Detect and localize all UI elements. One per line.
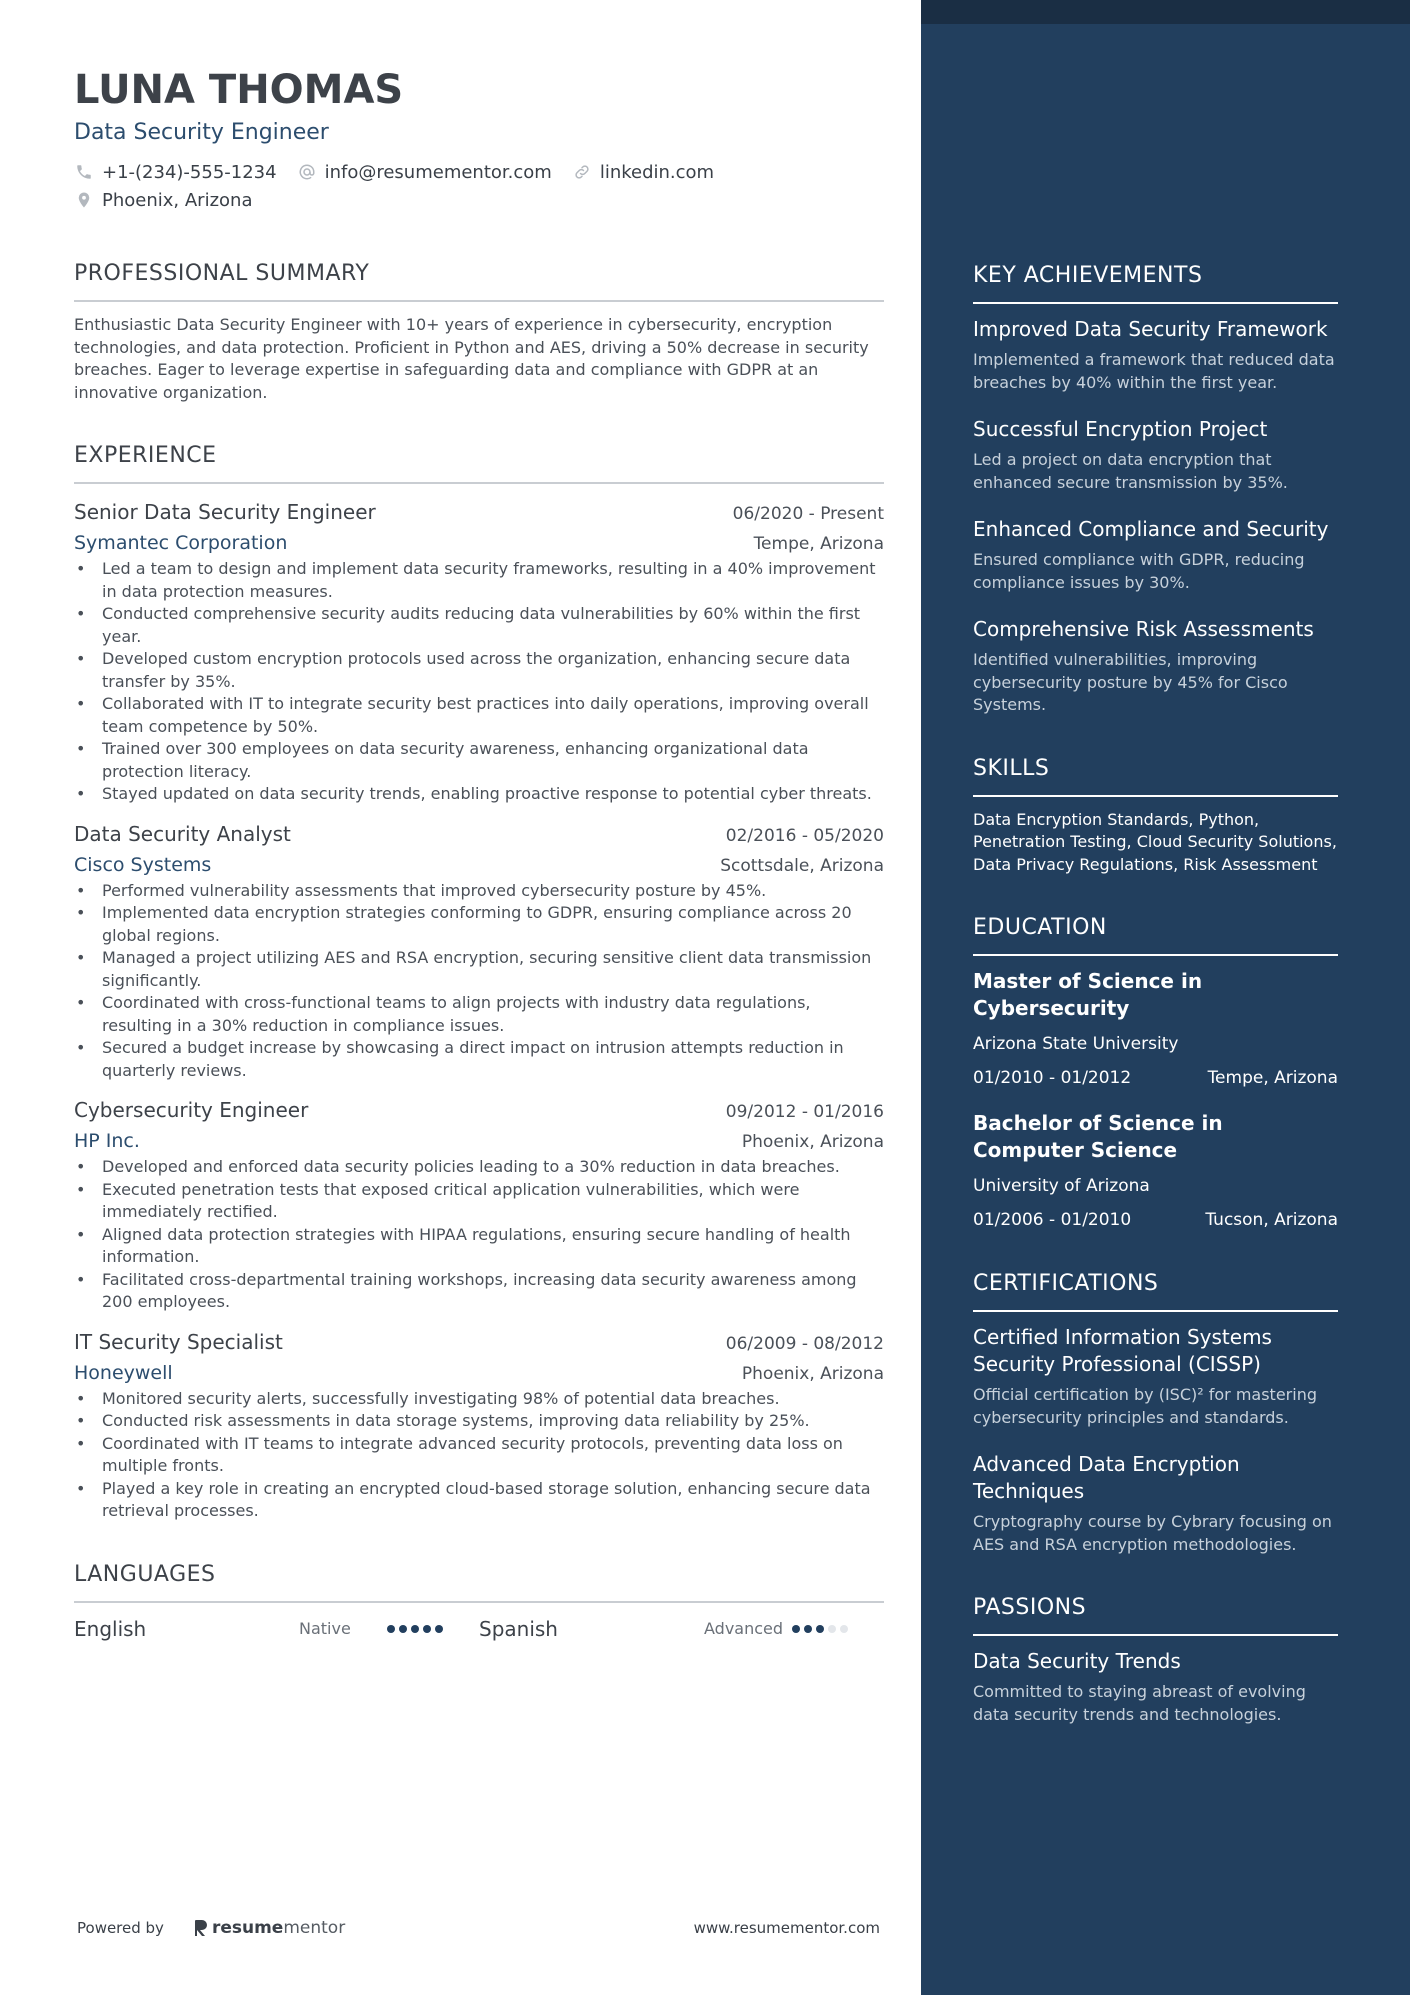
- linkedin-link[interactable]: linkedin.com: [599, 161, 715, 183]
- experience-title: EXPERIENCE: [74, 442, 884, 484]
- rating-dot-filled: [792, 1625, 800, 1633]
- language-item: [479, 1617, 884, 1641]
- job-entry: [74, 498, 884, 806]
- language-rating: [387, 1625, 443, 1633]
- brand-light: mentor: [283, 1918, 346, 1938]
- location-pin-icon: [74, 190, 94, 210]
- certification-list: [973, 1324, 1338, 1556]
- achievements-title: KEY ACHIEVEMENTS: [973, 262, 1338, 304]
- contact-block: [74, 158, 884, 214]
- rating-dot-filled: [399, 1625, 407, 1633]
- phone-icon: [74, 162, 94, 182]
- language-name: Spanish: [479, 1616, 558, 1641]
- bullet-item: • Secured a budget increase by showcasing a direct impact on intrusion attempts reduction in quarterly reviews.: [74, 1037, 884, 1082]
- education-item: [973, 968, 1338, 1090]
- job-entry: [74, 820, 884, 1083]
- job-header: [74, 498, 884, 526]
- skills-text: Data Encryption Standards, Python, Penetration Testing, Cloud Security Solutions, Data Privacy Regulations, Risk Assessment: [973, 809, 1337, 874]
- contact-email[interactable]: [297, 162, 552, 183]
- brand-logo[interactable]: [194, 1918, 345, 1938]
- education-location: Tempe, Arizona: [1207, 1068, 1338, 1088]
- skills-section: [973, 755, 1338, 877]
- bullet-list: [74, 880, 884, 1083]
- rating-dot-filled: [435, 1625, 443, 1633]
- job-dates: 09/2012 - 01/2016: [725, 1102, 884, 1122]
- education-meta: [973, 1066, 1338, 1090]
- candidate-name: LUNA THOMAS: [74, 67, 404, 113]
- job-location: Phoenix, Arizona: [741, 1132, 884, 1152]
- job-dates: 06/2020 - Present: [732, 504, 884, 524]
- sidebar-item: [973, 1648, 1338, 1726]
- website-link[interactable]: www.resumementor.com: [693, 1919, 880, 1937]
- languages-title: LANGUAGES: [74, 1561, 884, 1603]
- brand-bold: resume: [211, 1918, 284, 1938]
- email-link[interactable]: info@resumementor.com: [324, 161, 552, 183]
- sidebar-item: [973, 1324, 1338, 1429]
- item-description: Official certification by (ISC)² for mastering cybersecurity principles and standards.: [973, 1385, 1317, 1427]
- company-name: Symantec Corporation: [74, 532, 288, 554]
- brand-mark-icon: [194, 1919, 208, 1937]
- bullet-item: • Led a team to design and implement data security frameworks, resulting in a 40% improvement in data protection measures.: [74, 558, 884, 603]
- job-location: Scottsdale, Arizona: [720, 855, 884, 876]
- company-name: Cisco Systems: [74, 853, 212, 876]
- item-description: Committed to staying abreast of evolving data security trends and technologies.: [973, 1682, 1306, 1724]
- item-description: Implemented a framework that reduced data breaches by 40% within the first year.: [973, 350, 1335, 392]
- languages-section: [74, 1561, 884, 1643]
- contact-linkedin[interactable]: [572, 162, 714, 183]
- location-text: Phoenix, Arizona: [102, 189, 253, 211]
- item-title: Improved Data Security Framework: [973, 317, 1328, 341]
- language-name: English: [74, 1616, 147, 1641]
- job-entry: [74, 1328, 884, 1523]
- language-item: [74, 1617, 479, 1641]
- item-title: Certified Information Systems Security Professional (CISSP): [973, 1325, 1272, 1376]
- powered-by-label: Powered by: [77, 1919, 164, 1937]
- job-subheader: [74, 1128, 884, 1154]
- bullet-item: • Aligned data protection strategies with HIPAA regulations, ensuring secure handling of health information.: [74, 1224, 884, 1269]
- education-school: Arizona State University: [973, 1034, 1179, 1054]
- education-degree: Master of Science in Cybersecurity: [973, 969, 1203, 1020]
- bullet-item: • Conducted risk assessments in data storage systems, improving data reliability by 25%.: [74, 1410, 884, 1433]
- job-location: Phoenix, Arizona: [741, 1363, 884, 1384]
- education-section: [973, 914, 1338, 1232]
- contact-phone: [74, 162, 277, 183]
- achievements-section: [973, 262, 1338, 717]
- rating-dot-filled: [804, 1625, 812, 1633]
- company-name: Honeywell: [74, 1361, 173, 1384]
- bullet-item: • Stayed updated on data security trends, enabling proactive response to potential cyber threats.: [74, 783, 884, 806]
- rating-dot-filled: [411, 1625, 419, 1633]
- job-location: Tempe, Arizona: [753, 534, 884, 554]
- bullet-item: • Monitored security alerts, successfully investigating 98% of potential data breaches.: [74, 1388, 884, 1411]
- item-title: Comprehensive Risk Assessments: [973, 617, 1314, 641]
- item-description: Ensured compliance with GDPR, reducing compliance issues by 30%.: [973, 550, 1305, 592]
- education-location: Tucson, Arizona: [1205, 1210, 1338, 1230]
- item-title: Enhanced Compliance and Security: [973, 517, 1329, 541]
- job-header: [74, 1328, 884, 1356]
- bullet-list: [74, 1388, 884, 1523]
- bullet-item: • Executed penetration tests that exposed critical application vulnerabilities, which were immediately rectified.: [74, 1179, 884, 1224]
- job-subheader: [74, 852, 884, 878]
- language-level: Advanced: [704, 1619, 784, 1638]
- bullet-item: • Coordinated with IT teams to integrate advanced security protocols, preventing data loss on multiple fronts.: [74, 1433, 884, 1478]
- bullet-item: • Implemented data encryption strategies conforming to GDPR, ensuring compliance across 20 global regions.: [74, 902, 884, 947]
- job-title: Data Security Analyst: [74, 821, 291, 846]
- education-degree: Bachelor of Science in Computer Science: [973, 1111, 1223, 1162]
- bullet-item: • Conducted comprehensive security audits reducing data vulnerabilities by 60% within the first year.: [74, 603, 884, 648]
- language-list: [74, 1615, 884, 1643]
- education-dates: 01/2010 - 01/2012: [973, 1068, 1132, 1088]
- item-title: Successful Encryption Project: [973, 417, 1268, 441]
- job-title: IT Security Specialist: [74, 1329, 283, 1354]
- passions-title: PASSIONS: [973, 1594, 1338, 1636]
- bullet-item: • Coordinated with cross-functional teams to align projects with industry data regulations, resulting in a 30% reduction in compliance issues.: [74, 992, 884, 1037]
- phone-text: +1-(234)-555-1234: [102, 161, 277, 183]
- certifications-title: CERTIFICATIONS: [973, 1270, 1338, 1312]
- achievement-list: [973, 316, 1338, 717]
- bullet-list: [74, 558, 884, 806]
- sidebar-item: [973, 416, 1338, 494]
- bullet-item: • Developed custom encryption protocols used across the organization, enhancing secure data transfer by 35%.: [74, 648, 884, 693]
- job-list: [74, 498, 884, 1523]
- bullet-list: [74, 1156, 884, 1314]
- item-title: Advanced Data Encryption Techniques: [973, 1452, 1240, 1503]
- item-description: Cryptography course by Cybrary focusing on AES and RSA encryption methodologies.: [973, 1512, 1332, 1554]
- sidebar-item: [973, 616, 1338, 717]
- job-header: [74, 1096, 884, 1124]
- passion-list: [973, 1648, 1338, 1726]
- education-list: [973, 968, 1338, 1232]
- item-description: Led a project on data encryption that enhanced secure transmission by 35%.: [973, 450, 1288, 492]
- job-dates: 02/2016 - 05/2020: [725, 825, 884, 846]
- bullet-item: • Facilitated cross-departmental training workshops, increasing data security awareness among 200 employees.: [74, 1269, 884, 1314]
- main-column: [74, 66, 884, 1643]
- job-subheader: [74, 1360, 884, 1386]
- rating-dot-empty: [840, 1625, 848, 1633]
- rating-dot-filled: [816, 1625, 824, 1633]
- education-school: University of Arizona: [973, 1176, 1150, 1196]
- language-level: Native: [299, 1619, 351, 1638]
- experience-section: [74, 442, 884, 1523]
- bullet-item: • Performed vulnerability assessments that improved cybersecurity posture by 45%.: [74, 880, 884, 903]
- job-title: Cybersecurity Engineer: [74, 1098, 309, 1122]
- rating-dot-empty: [828, 1625, 836, 1633]
- bullet-item: • Managed a project utilizing AES and RSA encryption, securing sensitive client data transmission significantly.: [74, 947, 884, 992]
- footer: [77, 1918, 880, 1938]
- education-meta: [973, 1208, 1338, 1232]
- skills-title: SKILLS: [973, 755, 1338, 797]
- rating-dot-filled: [387, 1625, 395, 1633]
- company-name: HP Inc.: [74, 1130, 140, 1152]
- summary-text: Enthusiastic Data Security Engineer with 10+ years of experience in cybersecurity, encryption technologies, and data protection. Proficient in Python and AES, driving a 50% decrease in security breaches. Eager to leverage expertise in safeguarding data and compliance with GDPR at an innovative organization.: [74, 315, 869, 402]
- summary-section: [74, 260, 884, 404]
- summary-title: PROFESSIONAL SUMMARY: [74, 260, 884, 302]
- job-header: [74, 820, 884, 848]
- job-subheader: [74, 530, 884, 556]
- education-dates: 01/2006 - 01/2010: [973, 1210, 1132, 1230]
- sidebar-content: [973, 262, 1338, 1726]
- sidebar: [921, 0, 1410, 1995]
- bullet-item: • Played a key role in creating an encrypted cloud-based storage solution, enhancing secure data retrieval processes.: [74, 1478, 884, 1523]
- education-title: EDUCATION: [973, 914, 1338, 956]
- certifications-section: [973, 1270, 1338, 1556]
- education-item: [973, 1110, 1338, 1232]
- job-dates: 06/2009 - 08/2012: [725, 1333, 884, 1354]
- sidebar-item: [973, 316, 1338, 394]
- rating-dot-filled: [423, 1625, 431, 1633]
- at-icon: [297, 162, 317, 182]
- job-entry: [74, 1096, 884, 1314]
- contact-location: [74, 190, 252, 211]
- sidebar-item: [973, 1451, 1338, 1556]
- sidebar-top-bar: [921, 0, 1410, 24]
- bullet-item: • Developed and enforced data security policies leading to a 30% reduction in data breaches.: [74, 1156, 884, 1179]
- link-icon: [572, 162, 592, 182]
- language-rating: [792, 1625, 848, 1633]
- item-description: Identified vulnerabilities, improving cybersecurity posture by 45% for Cisco Systems.: [973, 650, 1288, 714]
- passions-section: [973, 1594, 1338, 1726]
- job-title: Senior Data Security Engineer: [74, 500, 376, 524]
- item-title: Data Security Trends: [973, 1649, 1181, 1673]
- powered-by: [77, 1918, 345, 1938]
- sidebar-item: [973, 516, 1338, 594]
- bullet-item: • Trained over 300 employees on data security awareness, enhancing organizational data protection literacy.: [74, 738, 884, 783]
- bullet-item: • Collaborated with IT to integrate security best practices into daily operations, improving overall team competence by 50%.: [74, 693, 884, 738]
- candidate-role: Data Security Engineer: [74, 120, 329, 145]
